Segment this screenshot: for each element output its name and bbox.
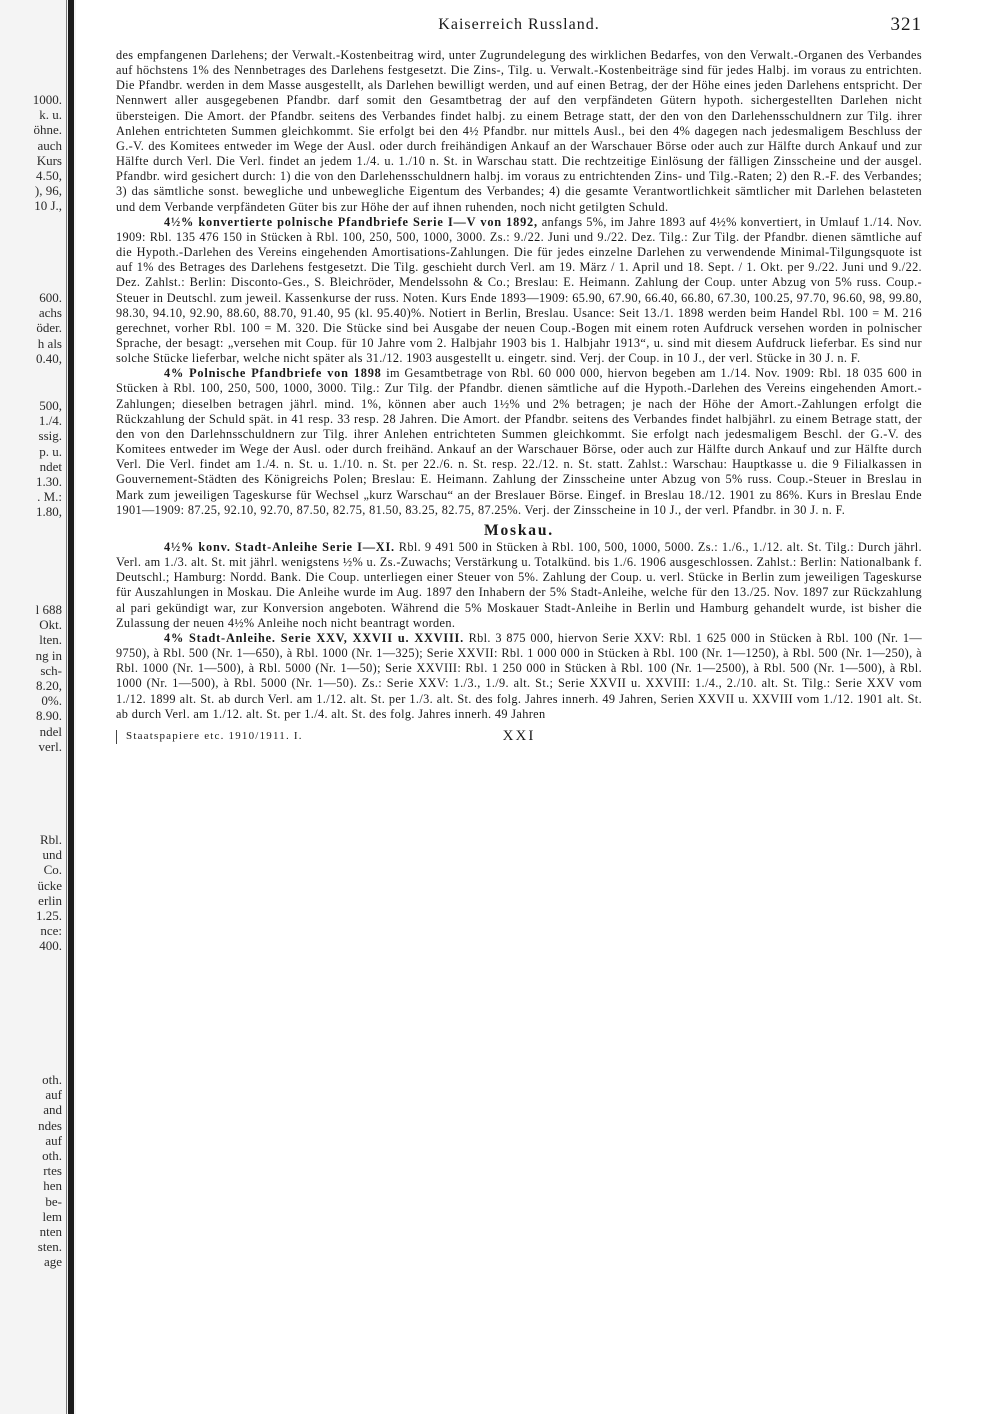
document-page [116,14,922,1404]
entry-text: Rbl. 3 875 000, hiervon Serie XXV: Rbl. 1 625 000 in Stücken à Rbl. 100 (Nr. 1—9750), à Rbl. 500 (Nr. 1—650), à Rbl. 1000 (Nr. 1—325); Serie XXVII: Rbl. 1 000 000 in Stücken à Rbl. 100 (Nr. 1—1250), à Rbl. 500 (Nr. 1—250), à Rbl. 1000 (Nr. 1—500), à Rbl. 5000 (Nr. 1—50); Serie XXVIII: Rbl. 1 250 000 in Stücken à Rbl. 100 (Nr. 1—2500), à Rbl. 500 (Nr. 1—500), à Rbl. 1000 (Nr. 1—500), à Rbl. 5000 (Nr. 1—50). Zs.: Serie XXV: 1./3., 1./9. alt. St.; Serie XXVII u. XXVIII: 1./4., 2./10. alt. St. Tilg.: Serie XXV vom 1./12. 1899 alt. St. ab durch Verl. am 1./12. alt. St. per 1./3. alt. St. des folg. Jahres innerh. 49 Jahren, Serien XXVII u. XXVIII vom 1./12. 1901 alt. St. ab durch Verl. am 1./12. alt. St. per 1./4. alt. St. des folg. Jahres innerh. 49 Jahren [116,630,922,721]
entry-paragraph [116,631,922,722]
signature-mark: XXI [502,727,536,744]
body-text [116,48,922,722]
intro-paragraph: des empfangenen Darlehens; der Verwalt.-Kostenbeitrag wird, unter Zugrundelegung des wirklichen Bedarfes, von den Verwalt.-Organen des Verbandes auf höchstens 1% des Nennbetrages des Darlehens festgesetzt. Die Zins-, Tilg. u. Verwalt.-Kostenbeiträge sind für jedes Halbj. im voraus zu entrichten. Die Pfandbr. werden in dem Masse ausgestellt, als Darlehen bewilligt werden, und auf einen Betrag, der der Höhe eines jeden Darlehens entspricht. Der Nennwert aller ausgegebenen Pfandbr. darf somit den Gesamtbetrag der auf den verpfändeten Gütern hypoth. sichergestellten Darlehen nicht übersteigen. Die Amort. der Pfandbr. seitens des Verbandes findet halbj. zu einem Betrage statt, der den von den Darlehensschuldnern zur Tilg. ihrer Anlehen entrichteten Summen gleichkommt. Sie erfolgt bei den 4½ Pfandbr. nur mittels Ausl., bei den 4% dagegen nach jedesmaligem Beschluss der G.-V. des Komitees entweder im Wege der Ausl. oder durch freihändigen Ankauf an der Warschauer Börse oder auch zur Hälfte durch Ankauf und zur Hälfte durch Verl. Die Verl. findet an jedem 1./4. u. 1./10 n. St. in Warschau statt. Die rechtzeitige Einlösung der fälligen Zinsscheine und der ausgel. Pfandbr. wird gesichert durch: 1) die von den Darlehensschuldnern halbj. im voraus zu entrichtenden Zins- und Tilg.-Raten; 2) den R.-F. des Verbandes; 3) das sämtliche sonst. bewegliche und unbewegliche Eigentum des Verbandes; 4) die gesamte Verantwortlichkeit sämtlicher mit Darlehen belasteten und dem Verbande verpfändeten Güter bis zur Höhe der auf ihnen ruhenden, noch nicht getilgten Schuld. [116,48,922,214]
page-footer [116,728,922,748]
running-head [116,14,922,48]
margin-fragment: Rbl. und Co. ücke erlin 1.25. nce: 400. [36,832,62,954]
entry-paragraph [116,215,922,367]
footer-note: Staatspapiere etc. 1910/1911. I. [126,729,303,742]
section-heading: Moskau. [484,521,554,539]
margin-fragment: 600. achs öder. h als 0.40, [36,290,62,366]
page-number: 321 [890,14,922,35]
entry-title: 4½% konvertierte polnische Pfandbriefe Serie I—V von 1892, [164,214,538,229]
running-head-title: Kaiserreich Russland. [438,16,600,33]
margin-fragment: 500, 1./4. ssig. p. u. ndet 1.30. . M.: 1.80, [36,398,62,520]
gutter-divider [68,0,74,1414]
entry-paragraph [116,540,922,631]
entry-text: anfangs 5%, im Jahre 1893 auf 4½% konvertiert, in Umlauf 1./14. Nov. 1909: Rbl. 135 476 150 in Stücken à Rbl. 100, 250, 500, 1000, 3000. Zs.: 9./22. Juni und 9./22. Dez. Tilg.: Zur Tilg. der Pfandbr. dienen sämtliche auf die Hypoth.-Darlehen des Vereins eingehenden Amortisations-Zahlungen. Die für jedes einzelne Darlehen zu verwendende Minimal-Tilgungsquote ist auf 1% des Betrages des Darlehens festgesetzt. Die Tilg. geschieht durch Verl. am 19. März / 1. April und 18. Sept. / 1. Okt. per 9./22. Juni und 9./22. Dez. Zahlst.: Berlin: Disconto-Ges., S. Bleichröder, Mendelssohn & Co.; Breslau: E. Heimann. Zahlung der Coup. unter Abzug von 5% russ. Coup.-Steuer in Deutschl. zum jeweil. Kassenkurse der russ. Noten. Kurs Ende 1893—1909: 65.90, 67.90, 66.40, 66.80, 67.30, 100.25, 97.70, 96.60, 98, 99.80, 98.30, 94.10, 92.90, 88.60, 88.70, 91.40, 95 (kl. 95.40)%. Notiert in Berlin, Breslau. Usance: Seit 13./1. 1898 werden beim Handel Rbl. 100 = M. 216 gerechnet, vorher Rbl. 100 = M. 320. Die Stücke sind bei Ausgabe der neuen Coup.-Bogen mit einem roten Aufdruck versehen worden in polnischer Sprache, der besagt: „versehen mit Coup. für 10 Jahre vom 2. Halbjahr 1903 bis 1. Halbjahr 1913“, u. sind mit diesem Aufdruck lieferbar. Es sind nur solche Stücke lieferbar, welche nicht später als 31./12. 1903 ausgestellt u. eingetr. sind. Verj. der Coup. in 10 J., der verl. Stücke in 30 J. n. F. [116,214,922,366]
margin-fragment: oth. auf and ndes auf oth. rtes hen be- lem nten sten. age [37,1072,62,1270]
entry-title: 4% Polnische Pfandbriefe von 1898 [164,366,382,381]
entry-paragraph [116,366,922,518]
entry-title: 4% Stadt-Anleihe. Serie XXV, XXVII u. XXVIII. [164,630,465,645]
adjacent-page-margin [0,0,76,1414]
margin-fragment: l 688 Okt. lten. ng in sch- 8.20, 0%. 8.90. ndel verl. [35,602,62,754]
margin-fragment: 1000. k. u. öhne. auch Kurs 4.50, ), 96, 10 J., [32,92,62,214]
entry-text: im Gesamtbetrage von Rbl. 60 000 000, hiervon begeben am 1./14. Nov. 1909: Rbl. 18 035 600 in Stücken à Rbl. 100, 250, 500, 1000, 3000. Tilg.: Zur Tilg. der Pfandbr. dienen sämtliche auf die Hypoth.-Darlehen des Vereins eingehenden Amort.-Zahlungen; dieselben betragen jährl. mind. 1%, können aber auch 1½% und 2% betragen; je nach der Höhe der Amort.-Zahlungen erfolgt die Rückzahlung der Schuld spät. in 41 resp. 33 resp. 28 Jahren. Die Amort. der Pfandbr. seitens des Verbandes findet halbjährl. zu einem Betrage statt, der den von den Darlehnsschuldnern zur Tilg. ihrer Anlehen entrichteten Summen gleichkommt. Sie erfolgt nach jedesmaligem Beschl. der G.-V. des Komitees entweder im Wege der Ausl. oder durch freihänd. Ankauf an der Warschauer Börse, oder auch zur Hälfte durch Ankauf und zur Hälfte durch Verl. Die Verl. findet am 1./4. n. St. u. 1./10. n. St. per 22./6. n. St. resp. 22./12. n. St. statt. Zahlst.: Warschau: Hauptkasse u. die 9 Filialkassen in Gouvernement-Städten des Königreichs Polen; Breslau: E. Heimann. Zahlung der Zinsscheine unter Abzug von 5% russ. Coup.-Steuer in Breslau in Mark zum jeweiligen Tageskurse für Wechsel „kurz Warschau“ an der Breslauer Börse. Eingef. in Breslau 18./12. 1901 zu 86%. Kurs in Breslau Ende 1901—1909: 87.25, 92.10, 92.70, 87.50, 82.75, 81.50, 83.25, 82.75, 87.25%. Verj. der Zinsscheine in 10 J., der verl. Pfandbr. in 30 J. n. F. [116,366,922,517]
gutter-divider-thin [66,0,67,1414]
entry-title: 4½% konv. Stadt-Anleihe Serie I—XI. [164,540,395,554]
entry-text: Rbl. 9 491 500 in Stücken à Rbl. 100, 500, 1000, 5000. Zs.: 1./6., 1./12. alt. St. Tilg.: Durch jährl. Verl. am 1./3. alt. St. mit jährl. wenigstens ½% u. Zs.-Zuwachs; Verstärkung u. Totalkünd. bis 1./6. 1906 ausgeschlossen. Zahlst.: Berlin: Nationalbank f. Deutschl.; Hamburg: Nordd. Bank. Die Coup. unterliegen einer Steuer von 5%. Zahlung der Coup. u. verl. Stücke in Berlin zum jeweiligen Tageskurse für Auszahlungen in Moskau. Die Anleihe wurde im Aug. 1897 den Inhabern der 5% Stadt-Anleihe, welche für den 13./25. Nov. 1897 zur Rückzahlung al pari gekündigt war, zur Konversion angeboten. Während die 5% Moskauer Stadt-Anleihe in Berlin und Hamburg gehandelt wurde, ist bisher die Zulassung der neuen 4½% Anleihe noch nicht beantragt worden. [116,540,922,630]
